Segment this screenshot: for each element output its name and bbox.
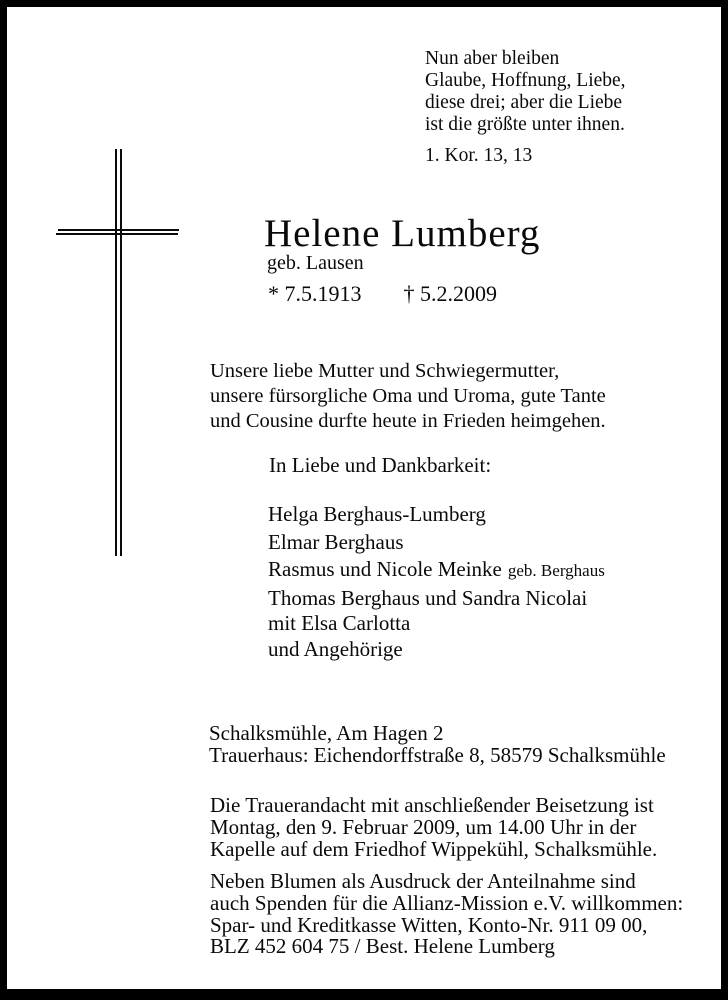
address-block [209, 723, 666, 767]
tribute-line: Unsere liebe Mutter und Schwiegermutter, [210, 360, 560, 382]
quote-line: Glaube, Hoffnung, Liebe, [425, 70, 626, 91]
bible-quote [425, 48, 626, 167]
service-line: Kapelle auf dem Friedhof Wippekühl, Schalksmühle. [210, 836, 658, 861]
quote-line: diese drei; aber die Liebe [425, 92, 623, 113]
tribute-line: und Cousine durfte heute in Frieden heimgehen. [210, 410, 606, 432]
donations-block [210, 871, 683, 958]
life-dates [268, 282, 497, 306]
tribute-paragraph [210, 359, 606, 434]
death-date: † 5.2.2009 [403, 281, 497, 306]
cross-vertical-line [115, 149, 117, 556]
mourner-name-suffix: geb. Berghaus [507, 561, 605, 580]
cross-horizontal-line [58, 229, 179, 231]
scripture-reference: 1. Kor. 13, 13 [425, 145, 533, 166]
donation-line: BLZ 452 604 75 / Best. Helene Lumberg [210, 934, 555, 959]
service-line: Die Trauerandacht mit anschließender Beisetzung ist [210, 793, 654, 817]
tribute-line: unsere fürsorgliche Oma und Uroma, gute Tante [210, 385, 606, 407]
donation-line: Neben Blumen als Ausdruck der Anteilnahme sind [210, 869, 636, 893]
donation-line: Spar- und Kreditkasse Witten, Konto-Nr. 911 09 00, [210, 912, 648, 937]
address-line: Schalksmühle, Am Hagen 2 [209, 721, 444, 745]
quote-line: ist die größte unter ihnen. [425, 114, 625, 135]
mourner-name: und Angehörige [268, 636, 403, 661]
service-block [210, 795, 657, 860]
service-line: Montag, den 9. Februar 2009, um 14.00 Uhr in der [210, 814, 637, 839]
mourner-name-main: Rasmus und Nicole Meinke [268, 557, 502, 581]
address-line: Trauerhaus: Eichendorffstraße 8, 58579 Schalksmühle [209, 742, 666, 767]
deceased-name: Helene Lumberg [264, 212, 541, 255]
birth-date: * 7.5.1913 [268, 281, 362, 306]
donation-line: auch Spenden für die Allianz-Mission e.V. willkommen: [210, 890, 684, 915]
mourner-name: Elmar Berghaus [268, 529, 404, 554]
mourners-intro: In Liebe und Dankbarkeit: [269, 453, 492, 477]
cross-vertical-line [120, 149, 122, 556]
mourner-name [268, 556, 605, 585]
cross-horizontal-line [56, 233, 178, 235]
quote-line: Nun aber bleiben [425, 48, 560, 69]
maiden-name: geb. Lausen [267, 252, 364, 274]
mourner-name: Thomas Berghaus und Sandra Nicolai [268, 585, 588, 610]
mourner-name: Helga Berghaus-Lumberg [268, 502, 486, 526]
obituary-card [7, 7, 721, 989]
mourner-name: mit Elsa Carlotta [268, 611, 411, 635]
mourners-list [268, 501, 605, 663]
